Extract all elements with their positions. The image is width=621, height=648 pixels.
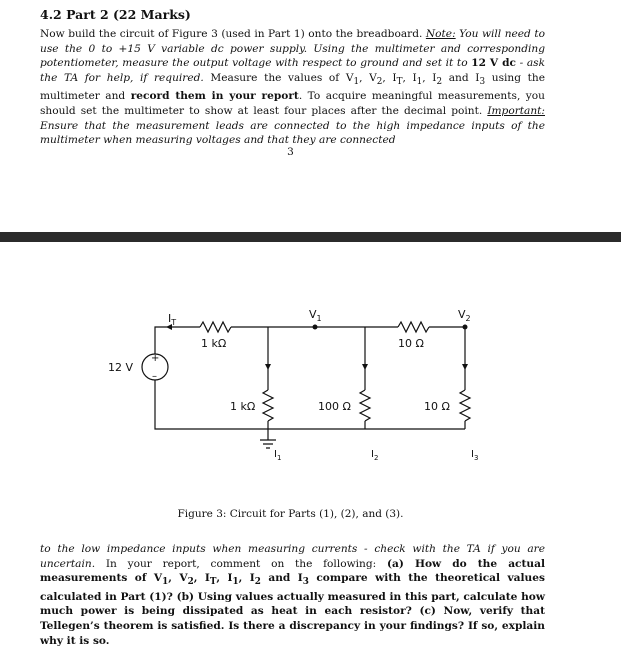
it-label bbox=[168, 312, 176, 327]
r-branch-2-label: 100 Ω bbox=[318, 400, 351, 413]
section-title: 4.2 Part 2 (22 Marks) bbox=[40, 7, 191, 22]
figure-caption: Figure 3: Circuit for Parts (1), (2), and (3). bbox=[177, 508, 404, 520]
voltage-setting: 12 V dc bbox=[471, 57, 516, 70]
wire bbox=[155, 327, 172, 339]
t: V bbox=[309, 308, 317, 321]
resistor-branch-1 bbox=[263, 390, 273, 421]
r-branch-3-label: 10 Ω bbox=[424, 400, 450, 413]
source-label: 12 V bbox=[108, 361, 134, 374]
sub: 3 bbox=[302, 577, 309, 588]
text: , I bbox=[193, 572, 210, 585]
ground-symbol bbox=[260, 440, 276, 448]
text: and I bbox=[442, 71, 480, 84]
page-number: 3 bbox=[287, 146, 294, 158]
instructions-paragraph bbox=[40, 27, 545, 148]
text: and I bbox=[260, 572, 303, 585]
sub: 1 bbox=[232, 577, 239, 588]
t: I bbox=[168, 312, 172, 325]
v2-label bbox=[458, 308, 471, 323]
text: , I bbox=[382, 71, 397, 84]
resistor-branch-3 bbox=[460, 390, 470, 421]
text: , V bbox=[359, 71, 377, 84]
t: 2 bbox=[373, 454, 379, 462]
sub: 2 bbox=[187, 577, 194, 588]
text: compare with the theoretical values calculated in Part (1)? (b) Using values actually measured in this part, calculate how much power is being dissipated as heat in each resistor? (c) Now, verify that Tellegen’s theorem is satisfied. Is there a discrepancy in your findings? If so, explain why it is so. bbox=[40, 572, 545, 647]
sub: 3 bbox=[479, 76, 486, 87]
r-top-left-label: 1 kΩ bbox=[201, 337, 227, 350]
resistor-top-left bbox=[200, 322, 231, 332]
important-label: Important: bbox=[487, 105, 545, 118]
text: , V bbox=[168, 572, 188, 585]
v1-label bbox=[309, 308, 322, 323]
t: 1 bbox=[316, 314, 322, 323]
i1-label bbox=[274, 449, 281, 462]
text: Now build the circuit of Figure 3 (used in Part 1) onto the breadboard. bbox=[40, 28, 426, 40]
sub: T bbox=[209, 577, 217, 588]
circuit-diagram bbox=[0, 242, 621, 502]
r-branch-1-label: 1 kΩ bbox=[230, 400, 256, 413]
wire-bottom bbox=[155, 380, 465, 429]
sub: 2 bbox=[254, 577, 261, 588]
arrow-i3 bbox=[462, 364, 468, 370]
text: . To acquire meaningful measurements, you should set the multimeter to show at least four places after the decimal point. bbox=[40, 90, 545, 118]
source-plus: + bbox=[151, 353, 160, 364]
t: 3 bbox=[473, 454, 479, 462]
node-v2 bbox=[463, 325, 468, 330]
arrow-i2 bbox=[362, 364, 368, 370]
sub: T bbox=[396, 76, 403, 87]
node-v1 bbox=[313, 325, 318, 330]
page-top bbox=[0, 0, 621, 232]
text: , I bbox=[216, 572, 233, 585]
text: , I bbox=[402, 71, 417, 84]
sub: 1 bbox=[416, 76, 423, 87]
source-minus: – bbox=[152, 371, 157, 382]
sub: 1 bbox=[353, 76, 360, 87]
r-top-right-label: 10 Ω bbox=[398, 337, 424, 350]
sub: 1 bbox=[162, 577, 169, 588]
resistor-branch-2 bbox=[360, 390, 370, 421]
text: (a) How do the actual measurements of V bbox=[40, 557, 545, 585]
t: T bbox=[171, 318, 177, 327]
text: to the low impedance inputs when measuring currents - check with the TA if you are uncertain. bbox=[40, 543, 545, 570]
page-break-divider bbox=[0, 232, 621, 242]
text: - ask the TA for help, if required. bbox=[40, 57, 545, 84]
t: I bbox=[274, 449, 277, 460]
questions-paragraph bbox=[40, 542, 545, 648]
t: I bbox=[371, 449, 374, 460]
text: In your report, comment on the following: bbox=[95, 557, 387, 570]
sub: 2 bbox=[376, 76, 383, 87]
sub: 2 bbox=[436, 76, 443, 87]
record-instruction: record them in your report bbox=[130, 90, 299, 103]
resistor-top-right bbox=[398, 322, 429, 332]
text: You will need to use the 0 to +15 V variable dc power supply. Using the multimeter and corresponding potentiometer, measure the output voltage with respect to ground and set it to bbox=[40, 28, 545, 70]
note-label: Note: bbox=[425, 28, 456, 40]
t: V bbox=[458, 308, 466, 321]
i2-label bbox=[371, 449, 378, 462]
i3-label bbox=[471, 449, 478, 462]
t: 2 bbox=[465, 314, 471, 323]
text: , I bbox=[422, 71, 437, 84]
text: , I bbox=[238, 572, 255, 585]
text: using the multimeter and bbox=[40, 71, 545, 103]
arrow-i1 bbox=[265, 364, 271, 370]
t: I bbox=[471, 449, 474, 460]
text: Measure the values of V bbox=[203, 71, 354, 84]
text: Ensure that the measurement leads are connected to the high impedance inputs of the multimeter when measuring voltages and that they are connected bbox=[40, 119, 545, 147]
t: 1 bbox=[276, 454, 282, 462]
